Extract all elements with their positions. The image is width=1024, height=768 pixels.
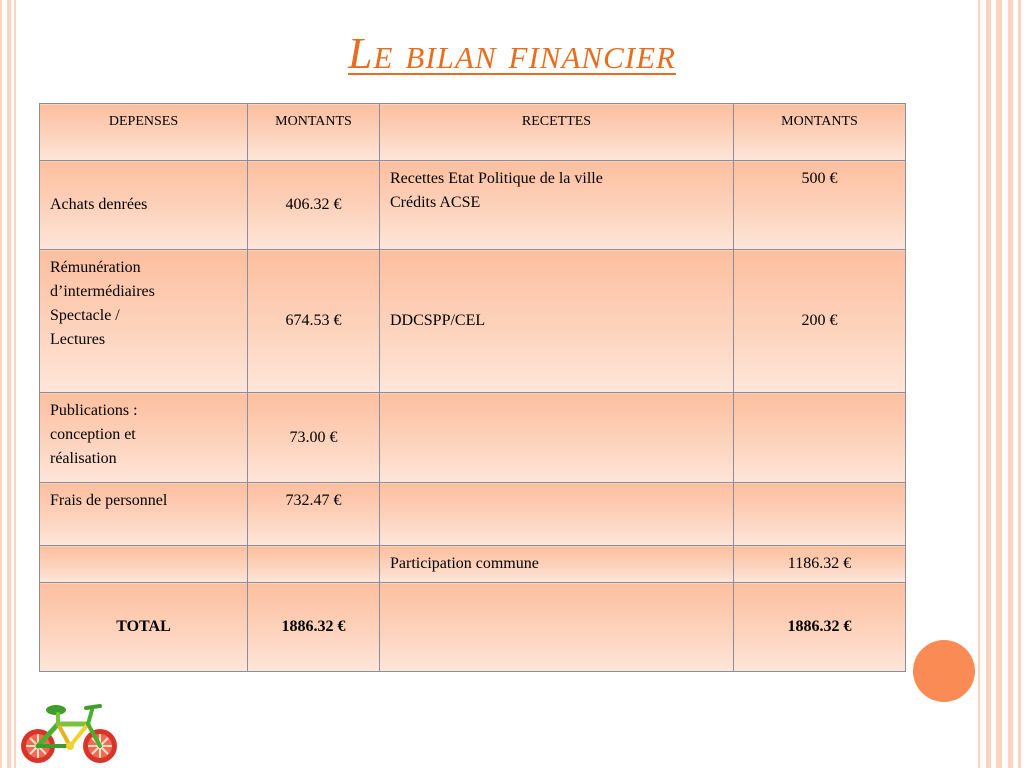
montant-recette-cell: [734, 393, 906, 483]
depense-label: Spectacle /: [50, 307, 120, 324]
montant-recette-cell: 200 €: [734, 250, 906, 393]
budget-table: [39, 103, 906, 672]
montant-recette-cell: [734, 483, 906, 546]
header-depenses: DEPENSES: [40, 104, 248, 161]
header-montants-recettes: MONTANTS: [734, 104, 906, 161]
montant-depense-cell: 674.53 €: [248, 250, 380, 393]
border-stripe-left-1: [0, 0, 2, 768]
montant-recette-cell: 500 €: [734, 161, 906, 250]
header-recettes: RECETTES: [380, 104, 734, 161]
depense-label: Lectures: [50, 331, 106, 348]
border-stripe-right-2: [986, 0, 991, 768]
recette-cell: [380, 161, 734, 250]
recette-label: DDCSPP/CEL: [390, 312, 486, 329]
depense-cell: [40, 483, 248, 546]
depense-label: d’intermédiaires: [50, 283, 155, 300]
montant-depense-cell: 73.00 €: [248, 393, 380, 483]
depense-label: Frais de personnel: [50, 492, 168, 509]
recette-label: Participation commune: [390, 555, 539, 572]
accent-circle: [913, 640, 975, 702]
depense-label: conception et: [50, 426, 136, 443]
depense-cell: [40, 546, 248, 583]
border-stripe-left-2: [7, 0, 11, 768]
montant-depense-cell: 406.32 €: [248, 161, 380, 250]
montant-recette-cell: 1186.32 €: [734, 546, 906, 583]
recette-label: Crédits ACSE: [390, 194, 481, 211]
recette-cell: [380, 483, 734, 546]
total-recette-cell: [380, 583, 734, 672]
montant-depense-cell: 732.47 €: [248, 483, 380, 546]
depense-cell: [40, 393, 248, 483]
border-stripe-right-5: [1018, 0, 1021, 768]
recette-cell: [380, 250, 734, 393]
depense-label: Publications :: [50, 402, 138, 419]
depense-label: Rémunération: [50, 259, 141, 276]
montant-depense-cell: [248, 546, 380, 583]
table-row: [40, 393, 906, 483]
depense-label: Achats denrées: [50, 196, 148, 213]
table-row: [40, 546, 906, 583]
total-depenses: 1886.32 €: [248, 583, 380, 672]
depense-cell: [40, 161, 248, 250]
header-montants-depenses: MONTANTS: [248, 104, 380, 161]
total-label: TOTAL: [40, 583, 248, 672]
depense-cell: [40, 250, 248, 393]
border-stripe-left-3: [14, 0, 16, 768]
border-stripe-right-4: [1008, 0, 1013, 768]
border-stripe-right-3: [996, 0, 1002, 768]
vegetable-bicycle-icon: [18, 696, 120, 766]
total-recettes: 1886.32 €: [734, 583, 906, 672]
recette-cell: [380, 546, 734, 583]
table-row: [40, 161, 906, 250]
table-header-row: [40, 104, 906, 161]
border-stripe-right-1: [978, 0, 980, 768]
depense-label: réalisation: [50, 450, 117, 467]
table-row: [40, 483, 906, 546]
recette-label: Recettes Etat Politique de la ville: [390, 170, 603, 187]
recette-cell: [380, 393, 734, 483]
page-title: Le bilan financier: [348, 29, 676, 78]
table-row: [40, 250, 906, 393]
table-total-row: [40, 583, 906, 672]
